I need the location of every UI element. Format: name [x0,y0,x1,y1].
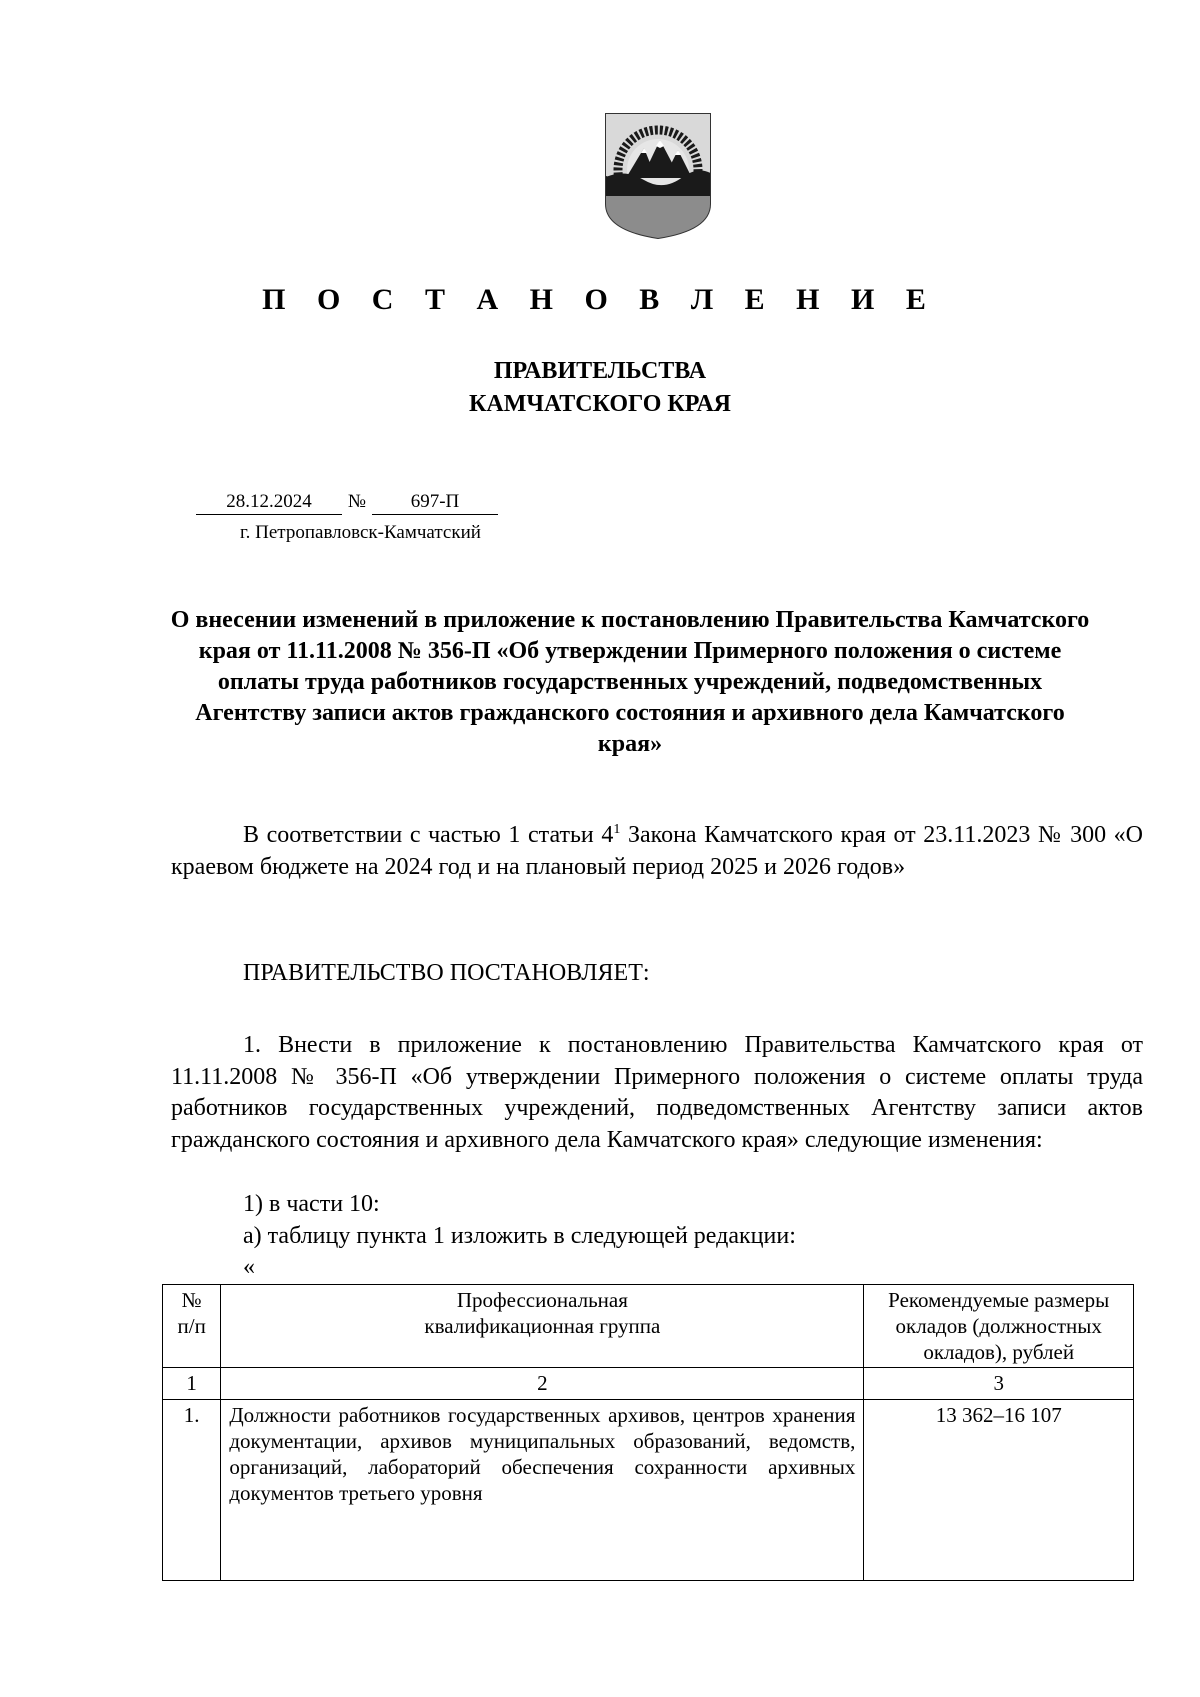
coat-of-arms-icon [604,112,712,240]
table-header-row [163,1285,1134,1368]
header-group-line2: квалификационная группа [424,1314,661,1338]
header-number [163,1285,221,1368]
resolves-heading: ПРАВИТЕЛЬСТВО ПОСТАНОВЛЯЕТ: [243,960,650,986]
item-1-paragraph: 1. Внести в приложение к постановлению Правительства Камчатского края от 11.11.2008 № 356-П «Об утверждении Примерного положения о системе оплаты труда работников государственных учреждений, подведомственных Агентству записи актов гражданского состояния и архивного дела Камчатского края» следующие изменения: [171,1032,1143,1153]
column-number-2: 2 [221,1368,864,1400]
header-group-line1: Профессиональная [456,1288,628,1312]
column-number-1: 1 [163,1368,221,1400]
header-qualification-group [221,1285,864,1368]
decree-date: 28.12.2024 [196,490,342,515]
number-sign: № [347,491,367,512]
decree-title: П О С Т А Н О В Л Е Н И Е [262,283,938,316]
government-name [0,355,1200,421]
subitem-1: 1) в части 10: [243,1191,380,1217]
row-salary: 13 362–16 107 [864,1400,1134,1581]
government-name-line2: КАМЧАТСКОГО КРАЯ [468,391,732,417]
legal-basis-text-start: В соответствии с частью 1 статьи 4 [243,822,614,848]
legal-basis-text-end: Закона Камчатского края от 23.11.2023 № 300 «О краевом бюджете на 2024 год и на плановый период 2025 и 2026 годов» [171,822,1143,880]
article-superscript: 1 [613,822,621,837]
decree-number: 697-П [372,490,498,515]
table-row [163,1400,1134,1581]
registration-line [196,490,498,515]
subitem-a: а) таблицу пункта 1 изложить в следующей редакции: [243,1223,796,1249]
header-number-line2: п/п [177,1314,206,1338]
open-quote: « [243,1254,255,1280]
column-number-row [163,1368,1134,1400]
decree-subject: О внесении изменений в приложение к постановлению Правительства Камчатского края от 11.11.2008 № 356-П «Об утверждении Примерного положения о системе оплаты труда работников государственных учреждений, подведомственных Агентству записи актов гражданского состояния и архивного дела Камчатского края» [170,607,1090,757]
header-salary: Рекомендуемые размеры окладов (должностных окладов), рублей [864,1285,1134,1368]
row-qualification-group: Должности работников государственных архивов, центров хранения документации, архивов муниципальных образований, ведомств, организаций, лабораторий обеспечения сохранности архивных документов третьего уровня [221,1400,864,1581]
legal-basis-paragraph [171,820,1143,883]
government-name-line1: ПРАВИТЕЛЬСТВА [493,358,707,384]
column-number-3: 3 [864,1368,1134,1400]
city-name: г. Петропавловск-Камчатский [240,522,481,543]
salary-table [162,1284,1134,1581]
row-number: 1. [163,1400,221,1581]
header-number-line1: № [181,1288,202,1312]
